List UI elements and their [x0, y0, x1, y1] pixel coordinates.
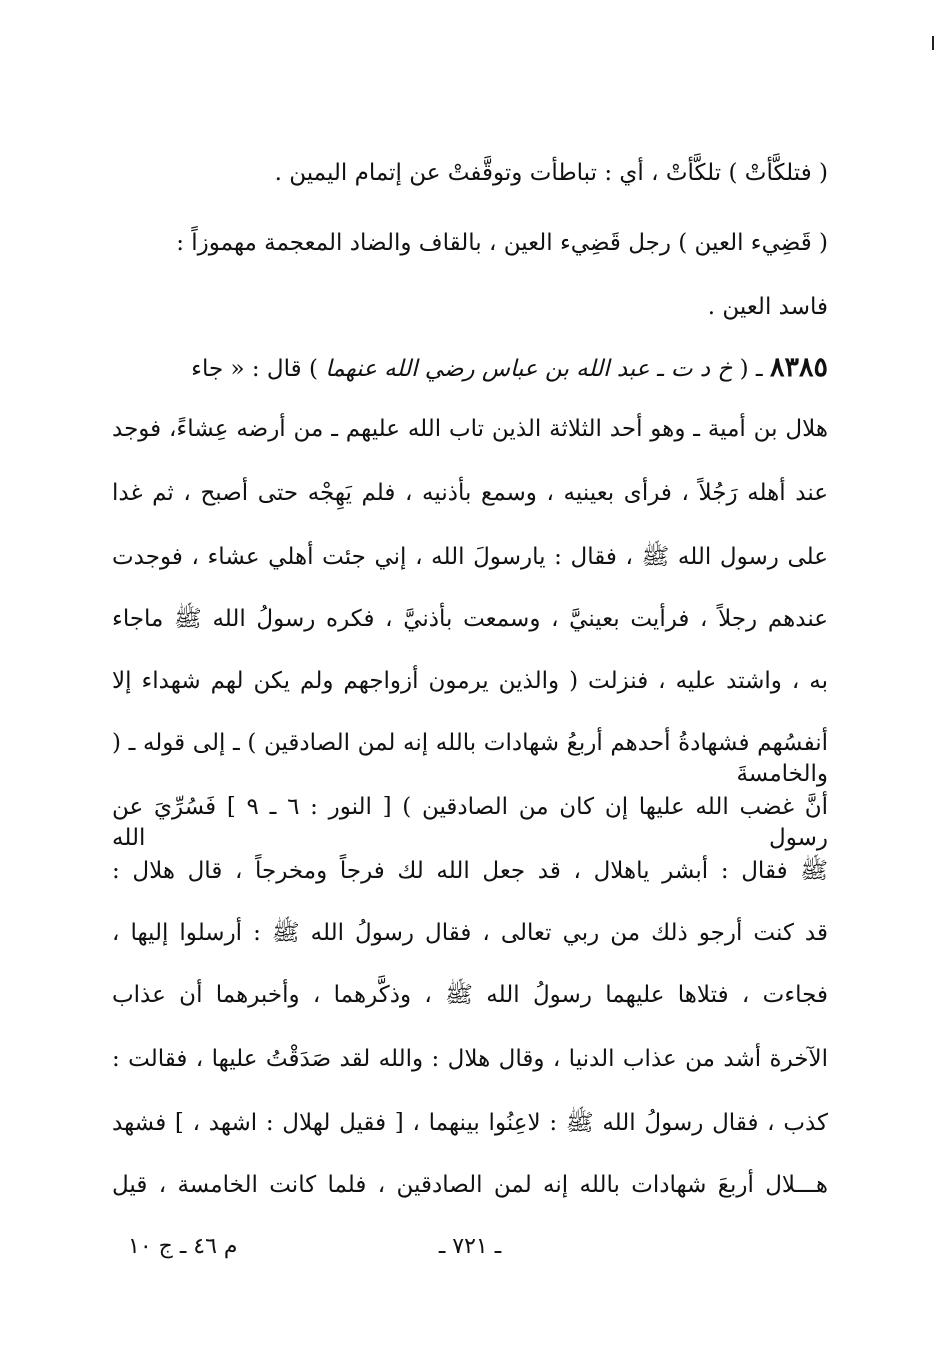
- hadith-header-line: [112, 352, 828, 385]
- page-number: ـ ٧٢١ ـ: [438, 1234, 502, 1259]
- hadith-number: ٨٣٨٥: [769, 352, 828, 383]
- text-line-14: فجاءت ، فتلاها عليهما رسولُ الله ﷺ ، وذكَّرهما ، وأخبرهما أن عذاب: [112, 982, 828, 1008]
- hadith-intro: ) قال : « جاء: [191, 356, 318, 382]
- printer-signature: م ٤٦ ـ ج ١٠: [128, 1234, 238, 1259]
- gloss-line-3: فاسد العين .: [707, 294, 828, 320]
- page-footer: [0, 1234, 940, 1274]
- text-line-8: عندهم رجلاً ، فرأيت بعينيَّ ، وسمعت بأذنيَّ ، فكره رسولُ الله ﷺ ماجاء: [112, 606, 828, 632]
- gloss-line-1: ( فتلكَّأتْ ) تلكَّأتْ ، أي : تباطأت وتوقَّفتْ عن إتمام اليمين .: [274, 160, 828, 186]
- text-line-7: على رسول الله ﷺ ، فقال : يارسولَ الله ، إني جئت أهلي عشاء ، فوجدت: [112, 544, 828, 570]
- hadith-narrator: خ د ت ـ عبد الله بن عباس رضي الله عنهما: [325, 356, 733, 382]
- text-line-11: أنَّ غضب الله عليها إن كان من الصادقين ) [ النور : ٦ ـ ٩ ] فَسُرِّيَ عن رسول الله: [112, 794, 828, 851]
- scan-edge-mark: [932, 36, 934, 50]
- text-line-6: عند أهله رَجُلاً ، فرأى بعينيه ، وسمع بأذنيه ، فلم يَهِجْه حتى أصبح ، ثم غدا: [112, 480, 828, 506]
- hadith-dash: ـ: [755, 356, 763, 382]
- text-line-16: كذب ، فقال رسولُ الله ﷺ : لاعِنُوا بينهما ، [ فقيل لهلال : اشهد ، ] فشهد: [112, 1110, 828, 1136]
- gloss-line-2: ( قَضِيء العين ) رجل قَضِيء العين ، بالقاف والضاد المعجمة مهموزاً :: [176, 230, 828, 256]
- text-line-9: به ، واشتد عليه ، فنزلت ( والذين يرمون أزواجهم ولم يكن لهم شهداء إلا: [112, 668, 828, 694]
- text-line-13: قد كنت أرجو ذلك من ربي تعالى ، فقال رسولُ الله ﷺ : أرسلوا إليها ،: [112, 920, 828, 946]
- text-line-15: الآخرة أشد من عذاب الدنيا ، وقال هلال : والله لقد صَدَقْتُ عليها ، فقالت :: [112, 1046, 828, 1072]
- text-line-10: أنفسُهم فشهادةُ أحدهم أربعُ شهادات بالله إنه لمن الصادقين ) ـ إلى قوله ـ ( والخامسةَ: [112, 730, 828, 787]
- text-line-12: ﷺ فقال : أبشر ياهلال ، قد جعل الله لك فرجاً ومخرجاً ، قال هلال :: [112, 858, 828, 884]
- hadith-open-paren: (: [739, 356, 749, 382]
- text-line-17: هـــلال أربعَ شهادات بالله إنه لمن الصادقين ، فلما كانت الخامسة ، قيل: [112, 1172, 828, 1198]
- text-line-5: هلال بن أمية ـ وهو أحد الثلاثة الذين تاب الله عليهم ـ من أرضه عِشاءً، فوجد: [112, 416, 828, 442]
